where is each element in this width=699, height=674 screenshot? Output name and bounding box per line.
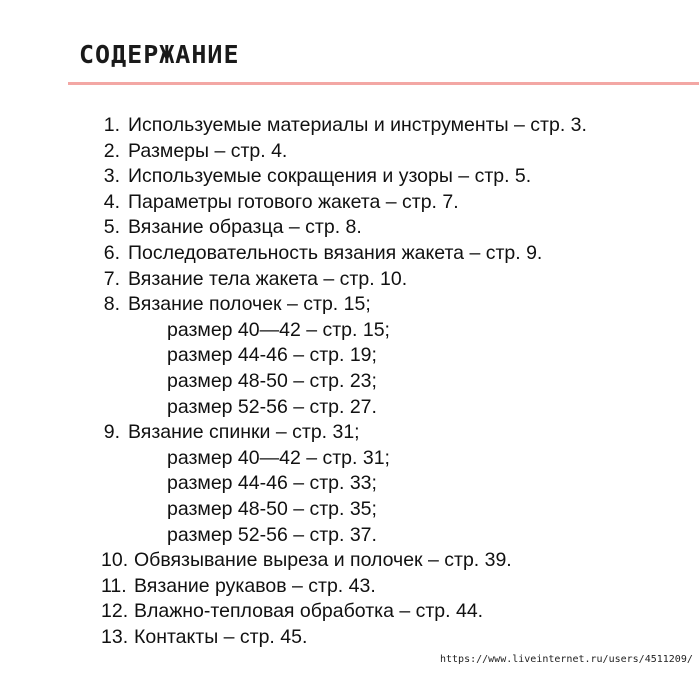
toc-entry (0, 164, 699, 190)
page-title: СОДЕРЖАНИЕ (79, 40, 240, 69)
toc-number: 13. (101, 625, 129, 648)
toc-subentry (0, 369, 699, 395)
toc-number: 9. (103, 421, 120, 444)
toc-text: Вязание рукавов – стр. 43. (134, 574, 376, 597)
toc-text: Используемые сокращения и узоры – стр. 5. (128, 165, 532, 188)
toc-number: 11. (101, 574, 127, 597)
toc-entry (0, 113, 699, 139)
toc-text: размер 44-46 – стр. 19; (167, 344, 377, 367)
toc-text: Параметры готового жакета – стр. 7. (128, 190, 459, 213)
toc-text: Размеры – стр. 4. (128, 139, 288, 162)
toc-entry (0, 574, 699, 600)
title-divider (68, 82, 699, 85)
toc-entry (0, 548, 699, 574)
toc-subentry (0, 446, 699, 472)
toc-entry (0, 599, 699, 625)
toc-text: размер 52-56 – стр. 37. (167, 523, 377, 546)
table-of-contents (0, 113, 699, 650)
toc-entry (0, 625, 699, 651)
toc-number: 10. (101, 549, 129, 572)
toc-number: 8. (103, 293, 120, 316)
toc-number: 6. (103, 241, 120, 264)
toc-subentry (0, 497, 699, 523)
toc-text: размер 52-56 – стр. 27. (167, 395, 377, 418)
toc-text: Используемые материалы и инструменты – стр. 3. (128, 114, 587, 136)
toc-text: Влажно-тепловая обработка – стр. 44. (134, 600, 484, 623)
toc-text: Последовательность вязания жакета – стр. 9. (128, 241, 543, 264)
toc-text: размер 40—42 – стр. 31; (167, 446, 390, 469)
toc-number: 1. (103, 114, 120, 136)
toc-subentry (0, 395, 699, 421)
toc-entry (0, 215, 699, 241)
toc-subentry (0, 343, 699, 369)
toc-number: 3. (103, 165, 120, 188)
toc-text: Контакты – стр. 45. (134, 625, 308, 648)
toc-text: размер 48-50 – стр. 35; (167, 497, 377, 520)
toc-text: Обвязывание выреза и полочек – стр. 39. (134, 549, 512, 572)
toc-subentry (0, 318, 699, 344)
toc-text: Вязание образца – стр. 8. (128, 216, 362, 239)
toc-text: размер 44-46 – стр. 33; (167, 472, 377, 495)
toc-entry (0, 190, 699, 216)
toc-entry (0, 241, 699, 267)
toc-entry (0, 267, 699, 293)
toc-text: Вязание тела жакета – стр. 10. (128, 267, 408, 290)
watermark-url: https://www.liveinternet.ru/users/4511209/ (440, 654, 693, 665)
toc-text: Вязание полочек – стр. 15; (128, 293, 371, 316)
toc-number: 12. (101, 600, 129, 623)
toc-text: размер 40—42 – стр. 15; (167, 318, 390, 341)
toc-entry (0, 292, 699, 318)
toc-entry (0, 139, 699, 165)
toc-number: 2. (103, 139, 120, 162)
toc-number: 5. (103, 216, 120, 239)
toc-number: 4. (103, 190, 120, 213)
toc-subentry (0, 523, 699, 549)
toc-text: размер 48-50 – стр. 23; (167, 369, 377, 392)
toc-entry (0, 420, 699, 446)
toc-subentry (0, 471, 699, 497)
toc-number: 7. (103, 267, 120, 290)
toc-text: Вязание спинки – стр. 31; (128, 421, 360, 444)
